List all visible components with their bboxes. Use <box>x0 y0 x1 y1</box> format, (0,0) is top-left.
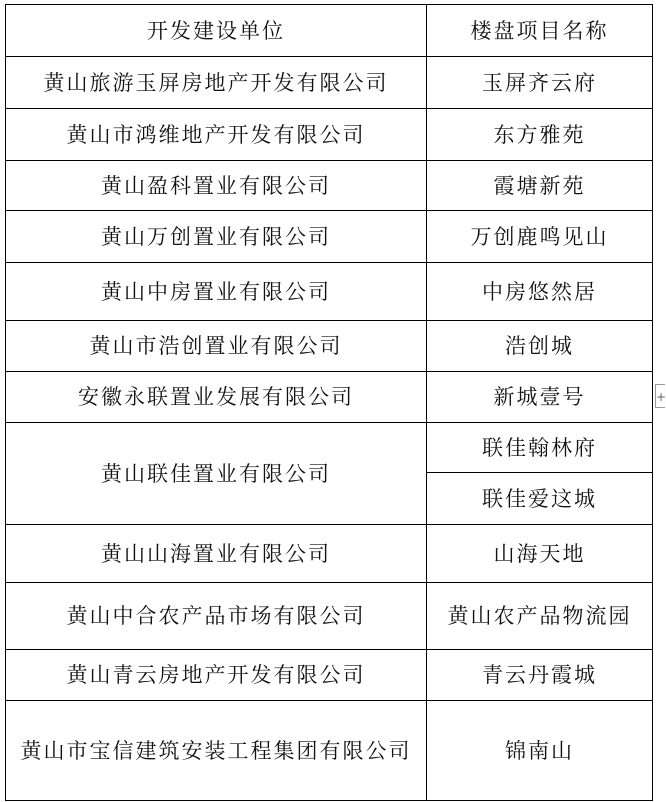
project-cell: 新城壹号 <box>427 372 653 423</box>
company-cell: 黄山中房置业有限公司 <box>6 263 427 321</box>
project-cell: 万创鹿鸣见山 <box>427 211 653 263</box>
project-cell: 浩创城 <box>427 321 653 372</box>
company-cell: 黄山市鸿维地产开发有限公司 <box>6 109 427 161</box>
table-row <box>6 372 653 423</box>
developer-project-table <box>5 4 653 801</box>
table-header-row <box>6 5 653 57</box>
table-row <box>6 583 653 650</box>
table-row <box>6 263 653 321</box>
company-cell: 黄山市浩创置业有限公司 <box>6 321 427 372</box>
table-row <box>6 321 653 372</box>
project-cell: 东方雅苑 <box>427 109 653 161</box>
project-cell: 青云丹霞城 <box>427 650 653 701</box>
company-cell: 黄山盈科置业有限公司 <box>6 161 427 211</box>
table-row <box>6 57 653 109</box>
table-row <box>6 109 653 161</box>
company-cell: 黄山旅游玉屏房地产开发有限公司 <box>6 57 427 109</box>
company-cell: 黄山青云房地产开发有限公司 <box>6 650 427 701</box>
table-row <box>6 211 653 263</box>
company-cell: 黄山联佳置业有限公司 <box>6 423 427 525</box>
company-cell: 安徽永联置业发展有限公司 <box>6 372 427 423</box>
project-cell: 黄山农产品物流园 <box>427 583 653 650</box>
table-row <box>6 525 653 583</box>
table-row <box>6 161 653 211</box>
table-row <box>6 650 653 701</box>
project-cell: 霞塘新苑 <box>427 161 653 211</box>
table-row <box>6 701 653 801</box>
header-project: 楼盘项目名称 <box>427 5 653 57</box>
project-cell: 锦南山 <box>427 701 653 801</box>
project-cell: 联佳爱这城 <box>427 473 653 525</box>
company-cell: 黄山市宝信建筑安装工程集团有限公司 <box>6 701 427 801</box>
project-cell: 联佳翰林府 <box>427 423 653 473</box>
company-cell: 黄山中合农产品市场有限公司 <box>6 583 427 650</box>
company-cell: 黄山山海置业有限公司 <box>6 525 427 583</box>
company-cell: 黄山万创置业有限公司 <box>6 211 427 263</box>
project-cell: 山海天地 <box>427 525 653 583</box>
table-row <box>6 423 653 473</box>
header-developer: 开发建设单位 <box>6 5 427 57</box>
project-cell: 中房悠然居 <box>427 263 653 321</box>
side-expand-marker[interactable]: + <box>655 384 665 408</box>
project-cell: 玉屏齐云府 <box>427 57 653 109</box>
